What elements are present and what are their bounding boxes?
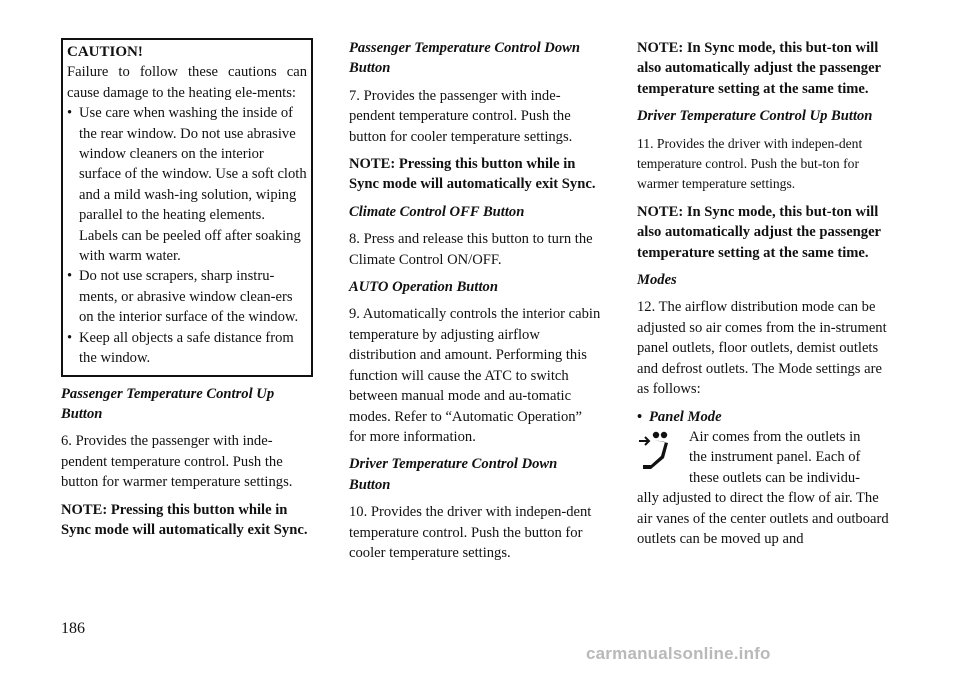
watermark: carmanualsonline.info — [586, 644, 771, 663]
column-middle — [349, 38, 601, 570]
body-paragraph: 10. Provides the driver with indepen-dent temperature control. Push the button for cooler temperature settings. — [349, 504, 592, 561]
body-paragraph: 9. Automatically controls the interior cabin temperature by adjusting airflow distribution and amount. Performing this function will cause the ATC to switch between manual mode and au-tomatic modes. Refer to “Automatic Operation” for more information. — [349, 306, 601, 445]
mode-text-rest: ally adjusted to direct the flow of air. The air vanes of the center outlets and outboard outlets can be moved up and — [637, 490, 889, 547]
panel-mode-icon — [637, 431, 673, 475]
caution-intro: Failure to follow these cautions can cause damage to the heating ele-ments: — [67, 64, 307, 101]
note-text: NOTE: Pressing this button while in Sync mode will automatically exit Sync. — [349, 156, 596, 193]
body-paragraph: 7. Provides the passenger with inde-pendent temperature control. Push the button for cooler temperature settings. — [349, 87, 573, 145]
mode-list-item — [637, 407, 889, 427]
body-paragraph: 6. Provides the passenger with inde-pendent temperature control. Push the button for warmer temperature settings. — [61, 433, 293, 491]
caution-item — [67, 103, 307, 266]
body-paragraph: 11. Provides the driver with indepen-dent temperature control. Push the but-ton for warmer temperature settings. — [637, 135, 863, 192]
page-number: 186 — [61, 620, 85, 637]
caution-list — [67, 103, 307, 368]
mode-text-line: Air comes from the outlets in — [689, 428, 861, 445]
bullet-icon: • — [67, 268, 73, 285]
body-paragraph: 8. Press and release this button to turn the Climate Control ON/OFF. — [349, 231, 593, 268]
note-text: NOTE: In Sync mode, this but-ton will also automatically adjust the passenger temperature setting at the same time. — [637, 203, 881, 261]
body-paragraph: 12. The airflow distribution mode can be adjusted so air comes from the in-strument panel outlets, floor outlets, demist outlets and defrost outlets. The Mode settings are as follows: — [637, 299, 887, 398]
bullet-icon: • — [67, 329, 73, 346]
mode-title: Panel Mode — [649, 408, 722, 425]
section-heading: Driver Temperature Control Up Button — [637, 108, 873, 125]
caution-item-text: Keep all objects a safe distance from the window. — [79, 329, 294, 367]
section-heading: Passenger Temperature Control Up Button — [61, 385, 275, 422]
mode-text-line: these outlets can be individu- — [689, 469, 861, 486]
section-heading: Climate Control OFF Button — [349, 203, 525, 220]
caution-item-text: Do not use scrapers, sharp instru-ments, or abrasive window clean-ers on the interior surface of the window. — [79, 268, 299, 326]
caution-item — [67, 328, 307, 369]
section-heading: Modes — [637, 272, 677, 289]
column-right — [637, 38, 889, 549]
caution-box — [61, 38, 313, 377]
bullet-icon: • — [637, 408, 643, 425]
section-heading: AUTO Operation Button — [349, 279, 498, 296]
note-text: NOTE: Pressing this button while in Sync mode will automatically exit Sync. — [61, 501, 308, 538]
mode-text-line: the instrument panel. Each of — [689, 449, 861, 466]
bullet-icon: • — [67, 105, 73, 122]
mode-description — [637, 427, 889, 549]
caution-item — [67, 266, 307, 327]
note-text: NOTE: In Sync mode, this but-ton will also automatically adjust the passenger temperature setting at the same time. — [637, 40, 881, 97]
section-heading: Passenger Temperature Control Down Button — [349, 40, 580, 77]
column-left — [61, 38, 313, 547]
caution-title: CAUTION! — [67, 44, 143, 60]
section-heading: Driver Temperature Control Down Button — [349, 456, 558, 493]
caution-item-text: Use care when washing the inside of the rear window. Do not use abrasive window cleaners on the interior surface of the window. Use a soft cloth and a mild wash-ing solution, wiping parallel to the heating elements. Labels can be peeled off after soaking with warm water. — [79, 105, 307, 265]
